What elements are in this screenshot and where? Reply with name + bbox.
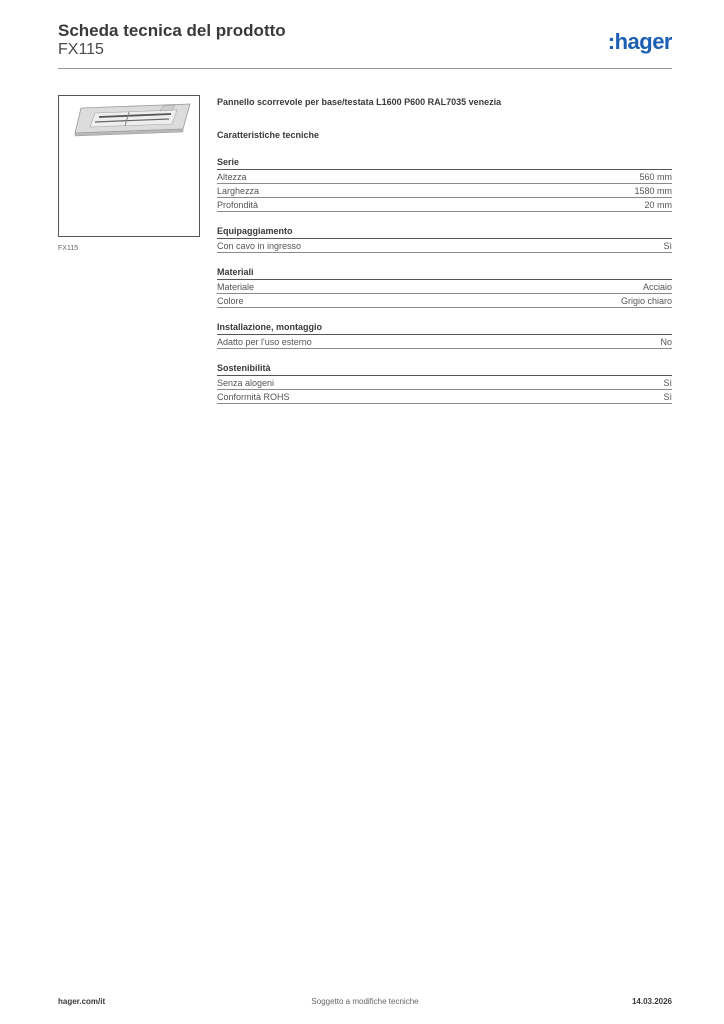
spec-label: Senza alogeni [217, 377, 275, 388]
hager-logo-text: :hager [607, 29, 672, 54]
section-title: Serie [217, 156, 672, 170]
spec-value: Grigio chiaro [620, 295, 672, 306]
document-title: Scheda tecnica del prodotto [58, 21, 286, 40]
product-image [58, 95, 200, 237]
spec-value: Sì [663, 240, 672, 251]
spec-row-conformita-rohs [217, 390, 672, 404]
section-title: Sostenibilità [217, 362, 672, 376]
section-title: Materiali [217, 266, 672, 280]
section-title: Equipaggiamento [217, 225, 672, 239]
product-details [217, 96, 672, 404]
product-code: FX115 [58, 41, 104, 58]
spec-value: 560 mm [639, 171, 672, 182]
footer-website: hager.com/it [58, 997, 106, 1006]
page-footer [58, 997, 672, 1011]
image-caption: FX115 [58, 245, 79, 252]
section-installazione [217, 321, 672, 349]
spec-label: Con cavo in ingresso [217, 240, 302, 251]
product-description: Pannello scorrevole per base/testata L1600 P600 RAL7035 venezia [217, 97, 502, 107]
spec-label: Adatto per l'uso esterno [217, 336, 312, 347]
spec-label: Conformità ROHS [217, 391, 290, 402]
section-serie [217, 156, 672, 212]
spec-label: Altezza [217, 171, 247, 182]
spec-value: Acciaio [642, 281, 672, 292]
spec-label: Profondità [217, 199, 259, 210]
spec-row-uso-esterno [217, 335, 672, 349]
spec-value: Sì [663, 391, 672, 402]
characteristics-heading: Caratteristiche tecniche [217, 130, 320, 140]
spec-row-materiale [217, 280, 672, 294]
section-equipaggiamento [217, 225, 672, 253]
spec-row-profondita [217, 198, 672, 212]
sliding-panel-illustration [59, 96, 199, 236]
spec-row-cavo-ingresso [217, 239, 672, 253]
footer-note: Soggetto a modifiche tecniche [311, 997, 419, 1006]
spec-row-colore [217, 294, 672, 308]
spec-value: No [660, 336, 672, 347]
section-materiali [217, 266, 672, 308]
spec-row-senza-alogeni [217, 376, 672, 390]
spec-label: Colore [217, 295, 244, 306]
page-header [58, 20, 672, 70]
spec-value: 1580 mm [634, 185, 672, 196]
section-title: Installazione, montaggio [217, 321, 672, 335]
spec-label: Materiale [217, 281, 255, 292]
hager-logo [592, 28, 672, 56]
footer-date: 14.03.2026 [631, 997, 672, 1006]
spec-value: Sì [663, 377, 672, 388]
spec-row-larghezza [217, 184, 672, 198]
section-sostenibilita [217, 362, 672, 404]
header-divider [58, 68, 672, 69]
spec-label: Larghezza [217, 185, 260, 196]
spec-value: 20 mm [644, 199, 672, 210]
spec-row-altezza [217, 170, 672, 184]
